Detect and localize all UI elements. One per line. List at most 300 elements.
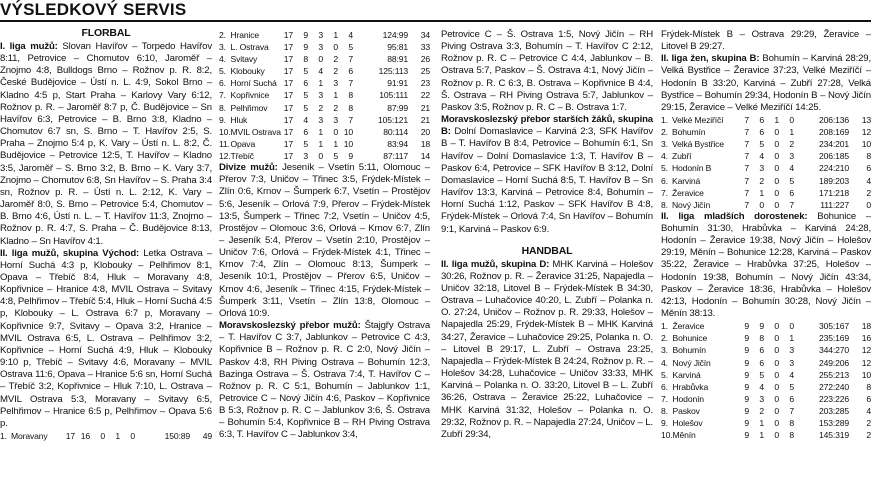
team-cell: Holešov — [672, 418, 703, 428]
points-cell: 12 — [861, 345, 871, 356]
points-cell: 4 — [866, 175, 871, 186]
stat-cell: 8 — [789, 430, 794, 441]
results-text: Jeseník – Vsetín 5:11, Olomouc – Přerov 7:3, Uničov – Třinec 3:5, Frýdek-Místek – Zlín 0:6, Krnov – Šumperk 6:7, Vsetín – Prostějov 5:6, Jeseník – Orlová 7:9, Přerov – Frýdek-Místek 13:5, Šumperk – Třinec 7:2, Vsetín – Uničov 4:5, Prostějov – Olomouc 3:6, Orlová – Krnov 6:7, Zlín – Jeseník 5:4, Přerov – Vsetín 2:10, Prostějov – Uničov 7:6, Orlová – Frýdek-Místek 4:1, Třinec – Krnov 7:4, Zlín – Olomouc 8:13, Šumperk – Jeseník 10:1, Prostějov – Přerov 6:5, Uničov – Krnov 4:6, Jeseník – Třinec 4:15, Frýdek-Místek – Šumperk 3:11, Vsetín – Zlín 13:8, Olomouc – Orlová 10:9. — [219, 162, 430, 319]
points-cell: 2 — [866, 187, 871, 198]
stat-cell: 9 — [744, 430, 749, 441]
stat-cell: 2 — [759, 405, 764, 416]
stat-cell: 5 — [789, 175, 794, 186]
stat-cell: 0 — [774, 321, 779, 332]
points-cell: 25 — [420, 66, 430, 77]
table-row — [219, 53, 430, 65]
position-cell: 5. — [219, 66, 226, 77]
points-cell: 12 — [861, 127, 871, 138]
stat-cell: 3 — [789, 357, 794, 368]
stat-cell: 4 — [303, 114, 308, 125]
stat-cell: 3 — [759, 163, 764, 174]
stat-cell: 9 — [744, 321, 749, 332]
results-text: Slovan Havířov – Torpedo Havířov 8:11, Petrovice – Chomutov 6:10, Jaroměř – Znojmo 4:8, Bulldogs Brno – Rožnov p. R. 8:2, České Budějovice – Ústí n. L. 4:9, Sokol Brno – Kladno 4:5 p, Start Praha – Karlovy Vary 6:12, Rožnov p. R. – Jaroměř 8:7 p, Č. Budějovice – Sn Havířov 6:3, Petrovice – B. Brno 3:8, Kladno – Chomutov 6:7 sn, S. Brno – T. Havířov 2:5, S. Praha – Znojmo 5:4 p, K. Vary – Ústí n. L. 8:2, Č. Budějovice – Petrovice 12:5, T. Havířov – Kladno 3:5, Jaroměř – S. Brno 3:2, B. Brno – K. Vary 3:7, Znojmo – Chomutov 6:8, Sn Havířov – S. Praha 3:4 sn, Rožnov p. R. – Ústí n. L. 2:12, K. Vary – Jaroměř 8:0, S. Brno – Petrovice 5:4, Chomutov – B. Brno 4:6, Ústí n. L. – T. Havířov 11:3, Znojmo – Rožnov p. R. 4:7, S. Praha – Č. Budějovice 8:13, Kladno – Sn Havířov 4:1. — [0, 41, 213, 247]
stat-cell: 4 — [789, 369, 794, 380]
results-label: Moravskoslezský přebor starších žáků, skupina B: — [441, 114, 653, 138]
team-cell: Žeravice — [672, 321, 705, 332]
table-row — [219, 89, 430, 101]
stat-cell: 0 — [774, 393, 779, 404]
team-cell: Hodonín — [672, 393, 704, 404]
score-cell: 224:210 — [818, 163, 849, 174]
header — [0, 0, 871, 20]
points-cell: 12 — [861, 357, 871, 368]
stat-cell: 1 — [789, 333, 794, 344]
stat-cell: 8 — [759, 333, 764, 344]
position-cell: 9. — [219, 114, 226, 125]
stat-cell: 1 — [759, 430, 764, 441]
score-cell: 153:289 — [818, 418, 849, 428]
position-cell: 7. — [661, 187, 668, 198]
points-cell: 10 — [861, 369, 871, 380]
stat-cell: 17 — [283, 126, 293, 137]
stat-cell: 16 — [80, 431, 90, 441]
results-liga1 — [0, 41, 212, 248]
standings-table-zeny — [661, 114, 871, 211]
team-cell: Hluk — [230, 114, 248, 125]
table-row — [219, 138, 430, 150]
section-heading-florbal: FLORBAL — [81, 27, 131, 39]
team-cell: Opava — [230, 138, 256, 149]
stat-cell: 6 — [789, 187, 794, 198]
score-cell: 80:114 — [383, 126, 408, 137]
team-cell: Moravany — [11, 431, 48, 441]
stat-cell: 17 — [283, 138, 293, 149]
stat-cell: 6 — [348, 66, 353, 77]
table-row — [661, 138, 871, 150]
score-cell: 171:218 — [818, 187, 849, 198]
score-cell: 344:270 — [818, 345, 849, 356]
team-cell: Velká Bystřice — [672, 139, 724, 150]
table-row — [219, 77, 430, 89]
score-cell: 255:213 — [818, 369, 849, 380]
stat-cell: 3 — [333, 78, 338, 89]
stat-cell: 9 — [348, 150, 353, 161]
standings-table-a-part2 — [219, 29, 430, 162]
stat-cell: 3 — [318, 42, 323, 53]
stat-cell: 0 — [333, 42, 338, 53]
stat-cell: 4 — [789, 163, 794, 174]
stat-cell: 3 — [789, 151, 794, 162]
results-zaci — [441, 114, 653, 236]
stat-cell: 9 — [759, 321, 764, 332]
table-row — [661, 114, 871, 126]
table-row — [661, 405, 871, 417]
position-cell: 4. — [661, 357, 668, 368]
stat-cell: 0 — [759, 199, 764, 210]
stat-cell: 2 — [759, 175, 764, 186]
team-cell: Pelhřimov — [230, 102, 268, 113]
position-cell: 1. — [0, 431, 7, 441]
score-cell: 91:91 — [387, 78, 408, 89]
stat-cell: 1 — [774, 115, 779, 126]
points-cell: 26 — [420, 54, 430, 65]
position-cell: 7. — [661, 393, 668, 404]
table-row — [219, 126, 430, 138]
position-cell: 10. — [219, 126, 231, 137]
results-morav — [219, 320, 430, 442]
results-text: Dolní Domaslavice – Karviná 2:3, SFK Havířov B – T. Havířov B 8:4, Petrovice – Bohumín 6:1, Sn Havířov – Dolní Domaslavice 1:3, T. Havířov B – Paskov 6:4, Petrovice – SFK Havířov B 3:12, Dolní Domaslavice – Horní Suchá 8:5, T. Havířov B – Sn Havířov 13:3, Karviná – Petrovice 8:4, Bohumín – Horní Suchá 1:12, Paskov – SFK Havířov B 4:8, Frýdek-Místek – Orlová 7:4, Sn Havířov – Bohumín 9:1, Karviná – Paskov 6:9. — [441, 126, 653, 235]
points-cell: 4 — [866, 405, 871, 416]
score-cell: 203:285 — [818, 405, 849, 416]
results-label: II. liga žen, skupina B: — [661, 53, 760, 65]
team-cell: Karviná — [672, 175, 701, 186]
team-cell: Nový Jičín — [672, 199, 711, 210]
stat-cell: 2 — [789, 139, 794, 150]
stat-cell: 0 — [774, 175, 779, 186]
stat-cell: 5 — [348, 42, 353, 53]
team-cell: Kopřivnice — [230, 90, 270, 101]
column-4 — [661, 29, 871, 441]
stat-cell: 9 — [744, 405, 749, 416]
position-cell: 3. — [219, 42, 226, 53]
column-1 — [0, 27, 212, 442]
stat-cell: 6 — [303, 78, 308, 89]
points-cell: 34 — [420, 30, 430, 40]
stat-cell: 9 — [744, 418, 749, 428]
position-cell: 2. — [661, 127, 668, 138]
position-cell: 8. — [661, 405, 668, 416]
stat-cell: 0 — [774, 199, 779, 210]
table-row — [219, 114, 430, 126]
stat-cell: 1 — [333, 30, 338, 40]
stat-cell: 7 — [744, 127, 749, 138]
score-cell: 125:113 — [378, 66, 408, 77]
table-row — [661, 187, 871, 199]
results-text: MHK Karviná – Holešov 30:26, Rožnov p. R. – Žeravice 31:25, Napajedla – Uničov 32:18, Litovel B – Frýdek-Místek B 34:30, Ostrava – Luhačovice 40:20, L. Zubří – Polanka n. O. 27:24, Uničov – Rožnov p. R. 29:33, Holešov – Napajedla 25:29, Frýdek-Místek B – MHK Karviná 34:27, Žeravice – Luhačovice 29:25, Polanka n. O. – Litovel B 29:17, L. Zubří – Ostrava 23:25, Napajedla – Frýdek-Místek B 24:24, Rožnov p. R. – Holešov 34:28, Luhačovice – Uničov 33:33, MHK Karviná – Polanka n. O. 33:20, Litovel B – L. Zubří 36:26, Ostrava – Žeravice 25:22, Luhačovice – MHK Karviná 31:32, Holešov – Polanka n. O. 29:32, Rožnov p. R. – Napajedla 27:24, Uničov – L. Zubří 29:34, — [441, 258, 653, 440]
score-cell: 150:89 — [164, 431, 190, 441]
position-cell: 1. — [661, 115, 668, 126]
stat-cell: 5 — [759, 139, 764, 150]
team-cell: Měnín — [672, 430, 696, 441]
stat-cell: 7 — [744, 199, 749, 210]
team-cell: Třebíč — [230, 150, 254, 161]
stat-cell: 0 — [789, 115, 794, 126]
page-title: VÝSLEDKOVÝ SERVIS — [0, 0, 187, 19]
stat-cell: 1 — [333, 90, 338, 101]
stat-cell: 9 — [744, 369, 749, 380]
points-cell: 49 — [202, 431, 212, 441]
points-cell: 33 — [420, 42, 430, 53]
stat-cell: 7 — [744, 115, 749, 126]
team-cell: Nový Jičín — [672, 357, 711, 368]
results-label: I. liga mužů: — [0, 41, 58, 52]
stat-cell: 17 — [283, 42, 293, 53]
stat-cell: 0 — [774, 127, 779, 138]
position-cell: 10. — [661, 430, 673, 441]
table-row — [0, 430, 212, 442]
stat-cell: 6 — [759, 127, 764, 138]
points-cell: 23 — [420, 78, 430, 89]
stat-cell: 5 — [303, 66, 308, 77]
stat-cell: 17 — [283, 78, 293, 89]
stat-cell: 6 — [303, 126, 308, 137]
stat-cell: 17 — [283, 102, 293, 113]
stat-cell: 7 — [348, 114, 353, 125]
team-cell: Zubří — [672, 151, 692, 162]
stat-cell: 17 — [283, 30, 293, 40]
stat-cell: 5 — [789, 381, 794, 392]
points-cell: 13 — [861, 115, 871, 126]
team-cell: Horní Suchá — [230, 78, 277, 89]
column-3 — [441, 29, 653, 441]
team-cell: Hranice — [230, 30, 260, 40]
score-cell: 105:121 — [377, 114, 408, 125]
stat-cell: 4 — [348, 30, 353, 40]
results-text: Petrovice C – Š. Ostrava 1:5, Nový Jičín – RH Piving Ostrava 3:3, Bohumín – T. Havířov C 2:12, Rožnov p. R. C – Petrovice C 4:4, Jablunkov – B. Ostrava 5:7, Paskov – Š. Ostrava 4:1, Nový Jičín – Rožnov p. R. C 6:3, B. Ostrava – Kopřivnice B 4:4, Š. Ostrava – RH Piving Ostrava 5:7, Jablunkov – Paskov 3:5, Rožnov p. R. C – B. Ostrava 1:7. — [441, 29, 653, 113]
stat-cell: 3 — [759, 393, 764, 404]
team-cell: Karviná — [672, 369, 701, 380]
points-cell: 2 — [866, 430, 871, 441]
results-liga2 — [0, 248, 212, 430]
stat-cell: 1 — [318, 126, 323, 137]
stat-cell: 0 — [774, 357, 779, 368]
team-cell: Velké Meziříčí — [672, 115, 724, 126]
team-cell: Hrabůvka — [672, 381, 709, 392]
position-cell: 7. — [219, 90, 226, 101]
stat-cell: 9 — [744, 345, 749, 356]
stat-cell: 4 — [318, 66, 323, 77]
results-label: II. liga mladších dorostenek: — [661, 210, 808, 222]
results-label: Moravskoslezský přebor mužů: — [219, 320, 361, 332]
points-cell: 8 — [866, 381, 871, 392]
team-cell: Hodonín B — [672, 163, 712, 174]
points-cell: 8 — [866, 151, 871, 162]
position-cell: 6. — [661, 381, 668, 392]
stat-cell: 17 — [283, 54, 293, 65]
team-cell: Bohumín — [672, 127, 706, 138]
score-cell: 235:169 — [818, 333, 849, 344]
section-heading-handbal: HANDBAL — [521, 244, 573, 257]
stat-cell: 0 — [789, 321, 794, 332]
stat-cell: 0 — [774, 381, 779, 392]
stat-cell: 0 — [130, 431, 135, 441]
score-cell: 87:117 — [383, 150, 408, 161]
stat-cell: 6 — [759, 345, 764, 356]
results-text: Bohumín – Karviná 28:29, Velká Bystřice – Žeravice 37:23, Velké Meziříčí – Hodonín B 33:20, Karviná – Zubří 27:28, Velká Bystřice – Bohumín 29:34, Hodonín B – Nový Jičín 29:15, Žeravice – Velké Meziříčí 14:25. — [661, 53, 871, 113]
stat-cell: 0 — [333, 126, 338, 137]
results-text: Frýdek-Místek B – Ostrava 29:29, Žeravice – Litovel B 29:27. — [661, 29, 871, 53]
stat-cell: 9 — [303, 30, 308, 40]
table-row — [661, 150, 871, 162]
stat-cell: 17 — [65, 431, 75, 441]
stat-cell: 1 — [318, 78, 323, 89]
score-cell: 83:94 — [387, 138, 408, 149]
team-cell: Paskov — [672, 405, 700, 416]
stat-cell: 0 — [318, 54, 323, 65]
table-row — [661, 332, 871, 344]
results-handbal-muzi-cont — [661, 29, 871, 53]
team-cell: Bohunice — [672, 333, 708, 344]
stat-cell: 5 — [759, 369, 764, 380]
results-label: II. liga mužů, skupina D: — [441, 258, 550, 270]
stat-cell: 7 — [789, 405, 794, 416]
position-cell: 4. — [661, 151, 668, 162]
stat-cell: 10 — [343, 138, 353, 149]
position-cell: 5. — [661, 163, 668, 174]
position-cell: 2. — [219, 30, 226, 40]
results-zeny — [661, 53, 871, 114]
stat-cell: 7 — [348, 78, 353, 89]
stat-cell: 4 — [759, 381, 764, 392]
points-cell: 16 — [861, 333, 871, 344]
points-cell: 18 — [861, 321, 871, 332]
score-cell: 305:167 — [818, 321, 849, 332]
position-cell: 8. — [219, 102, 226, 113]
stat-cell: 7 — [348, 54, 353, 65]
score-cell: 223:226 — [818, 393, 849, 404]
table-row — [219, 41, 430, 53]
stat-cell: 17 — [283, 90, 293, 101]
stat-cell: 1 — [318, 138, 323, 149]
column-2 — [219, 29, 430, 442]
stat-cell: 3 — [333, 114, 338, 125]
position-cell: 12. — [219, 150, 231, 161]
results-morav-cont — [441, 29, 653, 114]
team-cell: Bohumín — [672, 345, 706, 356]
results-dorost — [661, 211, 871, 320]
position-cell: 8. — [661, 199, 668, 210]
score-cell: 249:206 — [818, 357, 849, 368]
points-cell: 6 — [866, 163, 871, 174]
standings-table-a-part1 — [0, 430, 212, 442]
stat-cell: 6 — [759, 115, 764, 126]
position-cell: 5. — [661, 369, 668, 380]
score-cell: 124:99 — [382, 30, 408, 40]
stat-cell: 5 — [303, 102, 308, 113]
position-cell: 4. — [219, 54, 226, 65]
stat-cell: 0 — [100, 431, 105, 441]
position-cell: 9. — [661, 418, 668, 428]
table-row — [661, 344, 871, 356]
table-row — [661, 429, 871, 441]
table-row — [219, 102, 430, 114]
stat-cell: 0 — [774, 187, 779, 198]
stat-cell: 0 — [774, 151, 779, 162]
score-cell: 234:201 — [818, 139, 849, 150]
stat-cell: 0 — [774, 345, 779, 356]
stat-cell: 1 — [333, 138, 338, 149]
stat-cell: 17 — [283, 114, 293, 125]
position-cell: 6. — [219, 78, 226, 89]
team-cell: Klobouky — [230, 66, 265, 77]
table-row — [219, 150, 430, 162]
stat-cell: 1 — [789, 127, 794, 138]
results-label: II. liga mužů, skupina Východ: — [0, 247, 140, 259]
position-cell: 3. — [661, 345, 668, 356]
position-cell: 2. — [661, 333, 668, 344]
stat-cell: 0 — [774, 163, 779, 174]
stat-cell: 7 — [744, 151, 749, 162]
stat-cell: 3 — [318, 30, 323, 40]
stat-cell: 2 — [333, 66, 338, 77]
stat-cell: 2 — [318, 102, 323, 113]
team-cell: Žeravice — [672, 187, 704, 198]
table-row — [661, 417, 871, 429]
points-cell: 10 — [861, 139, 871, 150]
stat-cell: 1 — [759, 187, 764, 198]
points-cell: 21 — [420, 102, 430, 113]
table-row — [661, 357, 871, 369]
stat-cell: 2 — [333, 102, 338, 113]
stat-cell: 2 — [333, 54, 338, 65]
score-cell: 95:81 — [387, 42, 408, 53]
stat-cell: 0 — [318, 150, 323, 161]
stat-cell: 7 — [744, 139, 749, 150]
team-cell: MVIL Ostrava — [230, 126, 281, 137]
stat-cell: 0 — [774, 333, 779, 344]
stat-cell: 0 — [774, 430, 779, 441]
stat-cell: 17 — [283, 66, 293, 77]
results-text: Štajgřy Ostrava – T. Havířov C 3:7, Jablunkov – Petrovice C 4:3, Kopřivnice B – Rožnov p. R. C 2:0, Nový Jičín – Paskov 4:8, RH Piving Ostrava – Bohumín 12:3, Bazinga Ostrava – Š. Ostrava 7:4, T. Havířov C – Rožnov p. R. C 5:1, Bohumín – Jablunkov 1:1, Petrovice C – Nový Jičín 4:6, Paskov – Kopřivnice B 5:3, Rožnov p. R. C – Jablunkov 3:6, Š. Ostrava – Bohumín 5:4, Kopřivnice B – RH Piving Ostrava 6:3, T. Havířov C – Jablunkov 3:4, — [219, 320, 430, 441]
table-row — [661, 175, 871, 187]
stat-cell: 0 — [774, 418, 779, 428]
table-row — [661, 126, 871, 138]
stat-cell: 7 — [744, 163, 749, 174]
results-label: Divize mužů: — [219, 162, 278, 174]
score-cell: 87:99 — [387, 102, 408, 113]
stat-cell: 17 — [283, 150, 293, 161]
stat-cell: 3 — [318, 90, 323, 101]
position-cell: 1. — [661, 321, 668, 332]
stat-cell: 3 — [303, 150, 308, 161]
stat-cell: 5 — [303, 90, 308, 101]
points-cell: 20 — [420, 126, 430, 137]
points-cell: 6 — [866, 393, 871, 404]
stat-cell: 9 — [303, 42, 308, 53]
score-cell: 145:319 — [818, 430, 849, 441]
stat-cell: 8 — [789, 418, 794, 428]
stat-cell: 9 — [744, 381, 749, 392]
stat-cell: 6 — [789, 393, 794, 404]
stat-cell: 5 — [333, 150, 338, 161]
results-divize — [219, 162, 430, 320]
table-row — [661, 369, 871, 381]
team-cell: L. Ostrava — [230, 42, 269, 53]
stat-cell: 0 — [774, 405, 779, 416]
stat-cell: 3 — [789, 345, 794, 356]
position-cell: 11. — [219, 138, 230, 149]
stat-cell: 9 — [744, 357, 749, 368]
stat-cell: 7 — [744, 187, 749, 198]
table-row — [219, 29, 430, 41]
stat-cell: 7 — [789, 199, 794, 210]
score-cell: 111:227 — [820, 199, 849, 210]
stat-cell: 1 — [115, 431, 120, 441]
table-row — [661, 381, 871, 393]
table-row — [661, 199, 871, 211]
results-handbal-muzi — [441, 259, 653, 441]
position-cell: 3. — [661, 139, 668, 150]
stat-cell: 4 — [759, 151, 764, 162]
score-cell: 206:136 — [818, 115, 849, 126]
table-row — [661, 393, 871, 405]
score-cell: 208:169 — [818, 127, 849, 138]
points-cell: 18 — [420, 138, 430, 149]
stat-cell: 8 — [348, 90, 353, 101]
score-cell: 88:91 — [387, 54, 408, 65]
position-cell: 6. — [661, 175, 668, 186]
stat-cell: 0 — [774, 139, 779, 150]
stat-cell: 3 — [318, 114, 323, 125]
score-cell: 272:240 — [818, 381, 849, 392]
standings-table-dorost — [661, 320, 871, 441]
title-rule — [0, 20, 871, 22]
stat-cell: 5 — [303, 138, 308, 149]
